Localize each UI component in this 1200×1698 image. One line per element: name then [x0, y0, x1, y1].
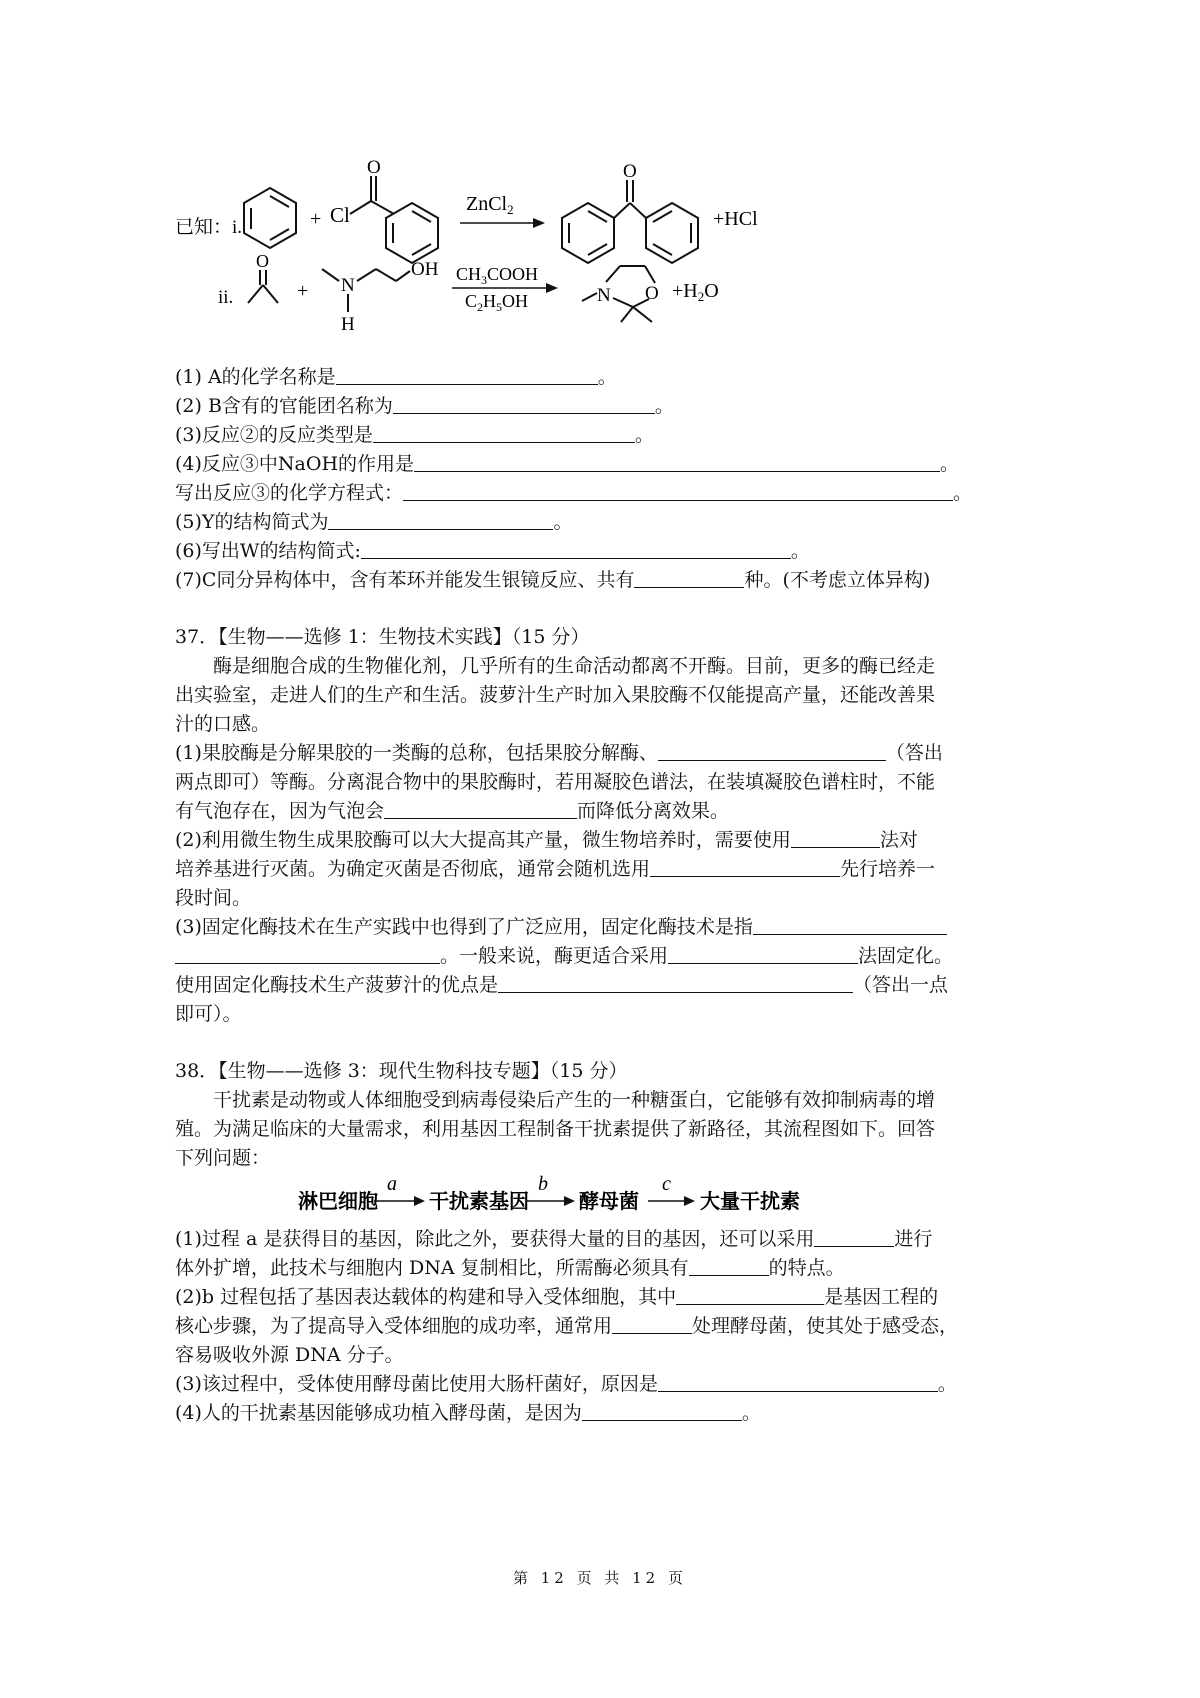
- q38-intro: 下列问题：: [175, 1147, 271, 1169]
- oxygen-atom: O: [367, 157, 381, 178]
- answer-blank[interactable]: [328, 511, 553, 530]
- answer-blank[interactable]: [668, 945, 858, 964]
- q36-part6: (6)写出W的结构简式: 。: [175, 540, 810, 562]
- benzoyl-chloride: [350, 176, 438, 263]
- q38-title: 38．【生物——选修 3：现代生物科技专题】（15 分）: [175, 1060, 628, 1082]
- answer-blank[interactable]: [791, 829, 880, 848]
- answer-blank[interactable]: [612, 1315, 692, 1334]
- reaction-schemes: [0, 0, 1200, 360]
- question-text: (5)Y的结构简式为: [175, 511, 329, 533]
- q38-part3: (3)该过程中，受体使用酵母菌比使用大肠杆菌好，原因是 。: [175, 1373, 957, 1395]
- water-product: $+H_2O$: [672, 280, 719, 304]
- q37-part2: (2)利用微生物生成果胶酶可以大大提高其产量，微生物培养时，需要使用 法对: [175, 829, 918, 851]
- answer-blank[interactable]: [373, 424, 635, 443]
- q38-part2: (2)b 过程包括了基因表达载体的构建和导入受体细胞，其中 是基因工程的: [175, 1286, 939, 1308]
- q38-part1: (1)过程 a 是获得目的基因，除此之外，要获得大量的目的基因，还可以采用 进行: [175, 1228, 933, 1250]
- q37-part1: (1)果胶酶是分解果胶的一类酶的总称，包括果胶分解酶、 （答出: [175, 742, 943, 764]
- answer-blank[interactable]: [361, 540, 791, 559]
- q37-part3: (3)固定化酶技术在生产实践中也得到了广泛应用，固定化酶技术是指: [175, 915, 947, 939]
- reagent-zncl2: ZnCl$_2$: [466, 193, 514, 217]
- q36-part1: (1) A的化学名称是 。: [175, 366, 617, 388]
- q38-intro: 干扰素是动物或人体细胞受到病毒侵染后产生的一种糖蛋白，它能够有效抑制病毒的增: [213, 1089, 936, 1111]
- nitrogen-atom: N: [597, 285, 611, 306]
- nitrogen-atom: N: [341, 275, 355, 296]
- q37-part3: 。一般来说，酶更适合采用 法固定化。: [175, 944, 953, 968]
- flow-step: 大量干扰素: [700, 1189, 800, 1213]
- benzene-ring: [244, 188, 296, 248]
- answer-blank[interactable]: [384, 800, 577, 819]
- oxygen-atom: O: [256, 251, 269, 271]
- question-text: (2) B含有的官能团名称为: [175, 395, 393, 417]
- q37-intro: 酶是细胞合成的生物催化剂，几乎所有的生命活动都离不开酶。目前，更多的酶已经走: [213, 655, 936, 677]
- page-footer: 第 12 页 共 12 页: [512, 1569, 687, 1587]
- question-text: (1) A的化学名称是: [175, 366, 336, 388]
- q37-intro: 出实验室，走进人们的生产和生活。菠萝汁生产时加入果胶酶不仅能提高产量，还能改善果: [175, 684, 936, 706]
- q38-intro: 殖。为满足临床的大量需求，利用基因工程制备干扰素提供了新路径，其流程图如下。回答: [175, 1118, 936, 1140]
- answer-blank[interactable]: [753, 916, 947, 935]
- flow-arrow: [648, 1196, 695, 1206]
- q37-part2: 段时间。: [175, 887, 252, 909]
- flow-arrow: [374, 1196, 425, 1206]
- process-flowchart: [290, 1168, 910, 1218]
- plus-sign: +: [310, 208, 322, 230]
- flow-arrow: [526, 1196, 575, 1206]
- label-ii: ii.: [218, 287, 234, 308]
- reagent-acetic-acid: $CH_3COOH$: [456, 264, 539, 287]
- oxygen-atom: O: [623, 161, 637, 182]
- q36-part3: (3)反应②的反应类型是 。: [175, 424, 654, 446]
- question-text: (7)C同分异构体中，含有苯环并能发生银镜反应、共有: [175, 569, 635, 591]
- answer-blank[interactable]: [175, 945, 440, 964]
- q37-part1: 两点即可）等酶。分离混合物中的果胶酶时，若用凝胶色谱法，在装填凝胶色谱柱时，不能: [175, 771, 936, 793]
- cl-atom: Cl: [330, 203, 350, 227]
- hydroxyl-group: OH: [411, 259, 439, 280]
- oxygen-atom: O: [645, 283, 659, 304]
- q37-part1: 有气泡存在，因为气泡会 而降低分离效果。: [175, 800, 730, 822]
- q38-part2: 容易吸收外源 DNA 分子。: [175, 1344, 404, 1366]
- hcl-product: +HCl: [713, 208, 758, 230]
- q37-part3: 即可）。: [175, 1003, 242, 1025]
- flow-label: a: [387, 1173, 397, 1195]
- flow-step: 干扰素基因: [429, 1189, 529, 1213]
- flow-step: 淋巴细胞: [298, 1189, 378, 1213]
- q36-part4: (4)反应③中NaOH的作用是 。: [175, 453, 960, 475]
- answer-blank[interactable]: [403, 482, 953, 501]
- q36-part4b: 写出反应③的化学方程式： 。: [175, 482, 973, 504]
- q37-title: 37．【生物——选修 1：生物技术实践】（15 分）: [175, 626, 590, 648]
- reaction-arrow: [460, 218, 545, 228]
- question-text: (6)写出W的结构简式:: [175, 540, 361, 562]
- flow-step: 酵母菌: [579, 1189, 639, 1213]
- question-text: (4)反应③中NaOH的作用是: [175, 453, 415, 475]
- hydrogen-atom: H: [341, 314, 355, 335]
- q38-part1: 体外扩增，此技术与细胞内 DNA 复制相比，所需酶必须具有 的特点。: [175, 1257, 845, 1279]
- answer-blank[interactable]: [414, 453, 940, 472]
- answer-blank[interactable]: [689, 1257, 769, 1276]
- flow-label: c: [662, 1173, 671, 1195]
- q37-intro: 汁的口感。: [175, 713, 271, 735]
- reagent-ethanol: $C_2H_5OH$: [465, 291, 529, 314]
- q37-part3: 使用固定化酶技术生产菠萝汁的优点是 （答出一点: [175, 974, 949, 996]
- q38-part4: (4)人的干扰素基因能够成功植入酵母菌，是因为 。: [175, 1402, 761, 1424]
- answer-blank[interactable]: [658, 742, 886, 761]
- question-text: (3)反应②的反应类型是: [175, 424, 373, 446]
- known-label: 已知：i.: [175, 217, 243, 238]
- answer-blank[interactable]: [814, 1228, 894, 1247]
- answer-blank[interactable]: [336, 366, 598, 385]
- question-text: 写出反应③的化学方程式：: [175, 482, 404, 504]
- answer-blank[interactable]: [498, 974, 853, 993]
- answer-blank[interactable]: [393, 395, 655, 414]
- q36-part7: (7)C同分异构体中，含有苯环并能发生银镜反应、共有 种。(不考虑立体异构): [175, 569, 931, 591]
- answer-blank[interactable]: [676, 1286, 824, 1305]
- q38-part2: 核心步骤，为了提高导入受体细胞的成功率，通常用 处理酵母菌，使其处于感受态，: [175, 1315, 959, 1337]
- q37-part2: 培养基进行灭菌。为确定灭菌是否彻底，通常会随机选用 先行培养一: [175, 858, 936, 880]
- acetone: [248, 270, 278, 303]
- q36-part2: (2) B含有的官能团名称为 。: [175, 395, 674, 417]
- answer-blank[interactable]: [582, 1402, 742, 1421]
- q36-part5: (5)Y的结构简式为 。: [175, 511, 573, 533]
- answer-blank[interactable]: [650, 858, 840, 877]
- answer-blank[interactable]: [634, 569, 744, 588]
- flow-label: b: [538, 1173, 548, 1195]
- plus-sign: +: [297, 280, 309, 302]
- benzophenone: [562, 180, 698, 263]
- amino-alcohol: [322, 269, 410, 312]
- answer-blank[interactable]: [658, 1373, 938, 1392]
